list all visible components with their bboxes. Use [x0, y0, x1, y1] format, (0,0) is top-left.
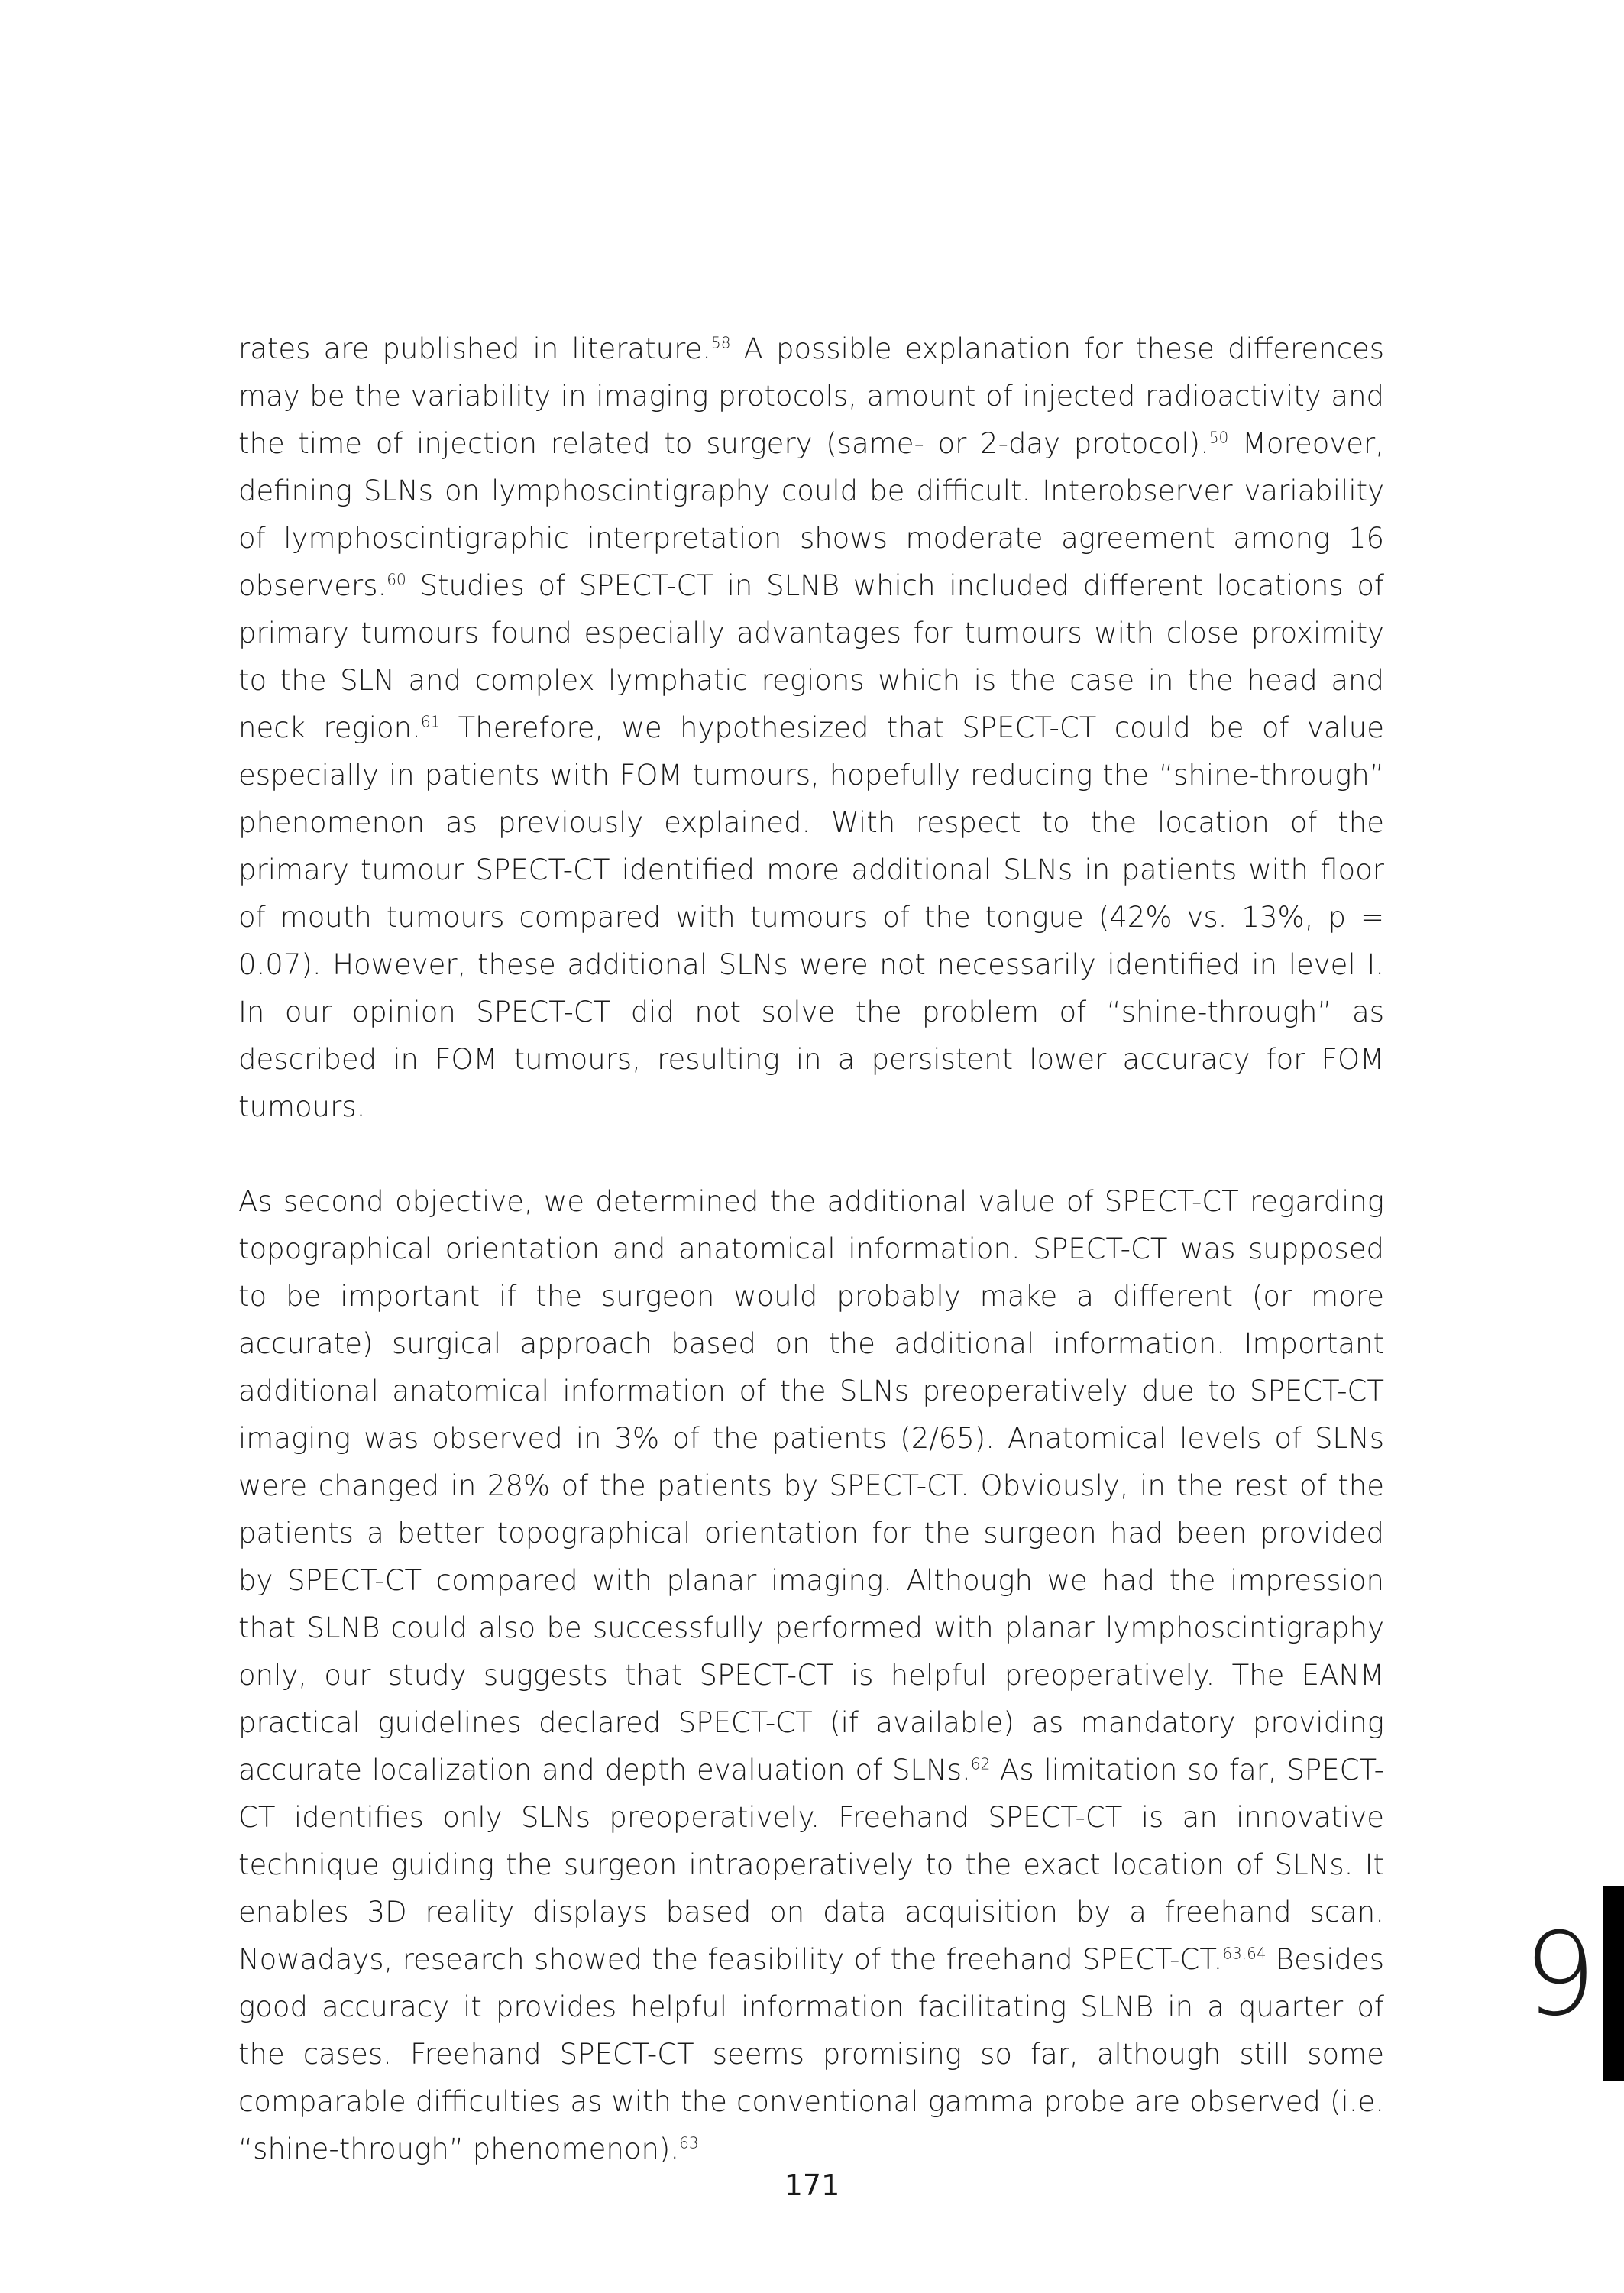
body-text: [238, 325, 1384, 2173]
text-run: Besides good accuracy it provides helpful information facilitating SLNB in a quarter of the cases. Freehand SPECT-CT seems promising so far, although still some comparable difficulties as with the conventional gamma probe are observed (i.e. “shine-through” phenomenon).: [238, 1943, 1384, 2165]
reference-superscript: 58: [711, 333, 731, 352]
page-number: 171: [784, 2168, 840, 2202]
text-run: A possible explanation for these differences may be the variability in imaging protocols, amount of injected radioactivity and the time of injection related to surgery (same- or 2-day protocol).: [238, 332, 1385, 460]
reference-superscript: 61: [420, 712, 441, 731]
text-run: rates are published in literature.: [238, 332, 711, 365]
text-run: As limitation so far, SPECT-CT identifies only SLNs preoperatively. Freehand SPECT-CT is an innovative technique guiding the surgeon intraoperatively to the exact location of SLNs. It enables 3D reality displays based on data acquisition by a freehand scan. Nowadays, research showed the feasibility of the freehand SPECT-CT.: [238, 1754, 1385, 1976]
text-run: Therefore, we hypothesized that SPECT-CT could be of value especially in patients with FOM tumours, hopefully reducing the “shine-through” phenomenon as previously explained. With respect to the location of the primary tumour SPECT-CT identified more additional SLNs in patients with floor of mouth tumours compared with tumours of the tongue (42% vs. 13%, p = 0.07). However, these additional SLNs were not necessarily identified in level I. In our opinion SPECT-CT did not solve the problem of “shine-through” as described in FOM tumours, resulting in a persistent lower accuracy for FOM tumours.: [238, 711, 1384, 1123]
paragraph: [238, 1178, 1384, 2173]
chapter-tab-bar: [1603, 1886, 1624, 2081]
text-run: Studies of SPECT-CT in SLNB which included different locations of primary tumours found especially advantages for tumours with close proximity to the SLN and complex lymphatic regions which is the case in the head and neck region.: [238, 569, 1384, 744]
text-run: As second objective, we determined the additional value of SPECT-CT regarding topographical orientation and anatomical information. SPECT-CT was supposed to be important if the surgeon would probably make a different (or more accurate) surgical approach based on the additional information. Important additional anatomical information of the SLNs preoperatively due to SPECT-CT imaging was observed in 3% of the patients (2/65). Anatomical levels of SLNs were changed in 28% of the patients by SPECT-CT. Obviously, in the rest of the patients a better topographical orientation for the surgeon had been provided by SPECT-CT compared with planar imaging. Although we had the impression that SLNB could also be successfully performed with planar lymphoscintigraphy only, our study suggests that SPECT-CT is helpful preoperatively. The EANM practical guidelines declared SPECT-CT (if available) as mandatory providing accurate localization and depth evaluation of SLNs.: [238, 1185, 1384, 1786]
reference-superscript: 63: [679, 2133, 699, 2152]
text-run: Moreover, defining SLNs on lymphoscintigraphy could be difficult. Interobserver variability of lymphoscintigraphic interpretation shows moderate agreement among 16 observers.: [238, 427, 1384, 602]
paragraph: [238, 325, 1384, 1131]
reference-superscript: 62: [970, 1754, 991, 1773]
reference-superscript: 60: [387, 570, 406, 589]
chapter-number: 9: [1523, 1909, 1597, 2042]
reference-superscript: 63,64: [1222, 1944, 1267, 1963]
reference-superscript: 50: [1208, 428, 1229, 447]
